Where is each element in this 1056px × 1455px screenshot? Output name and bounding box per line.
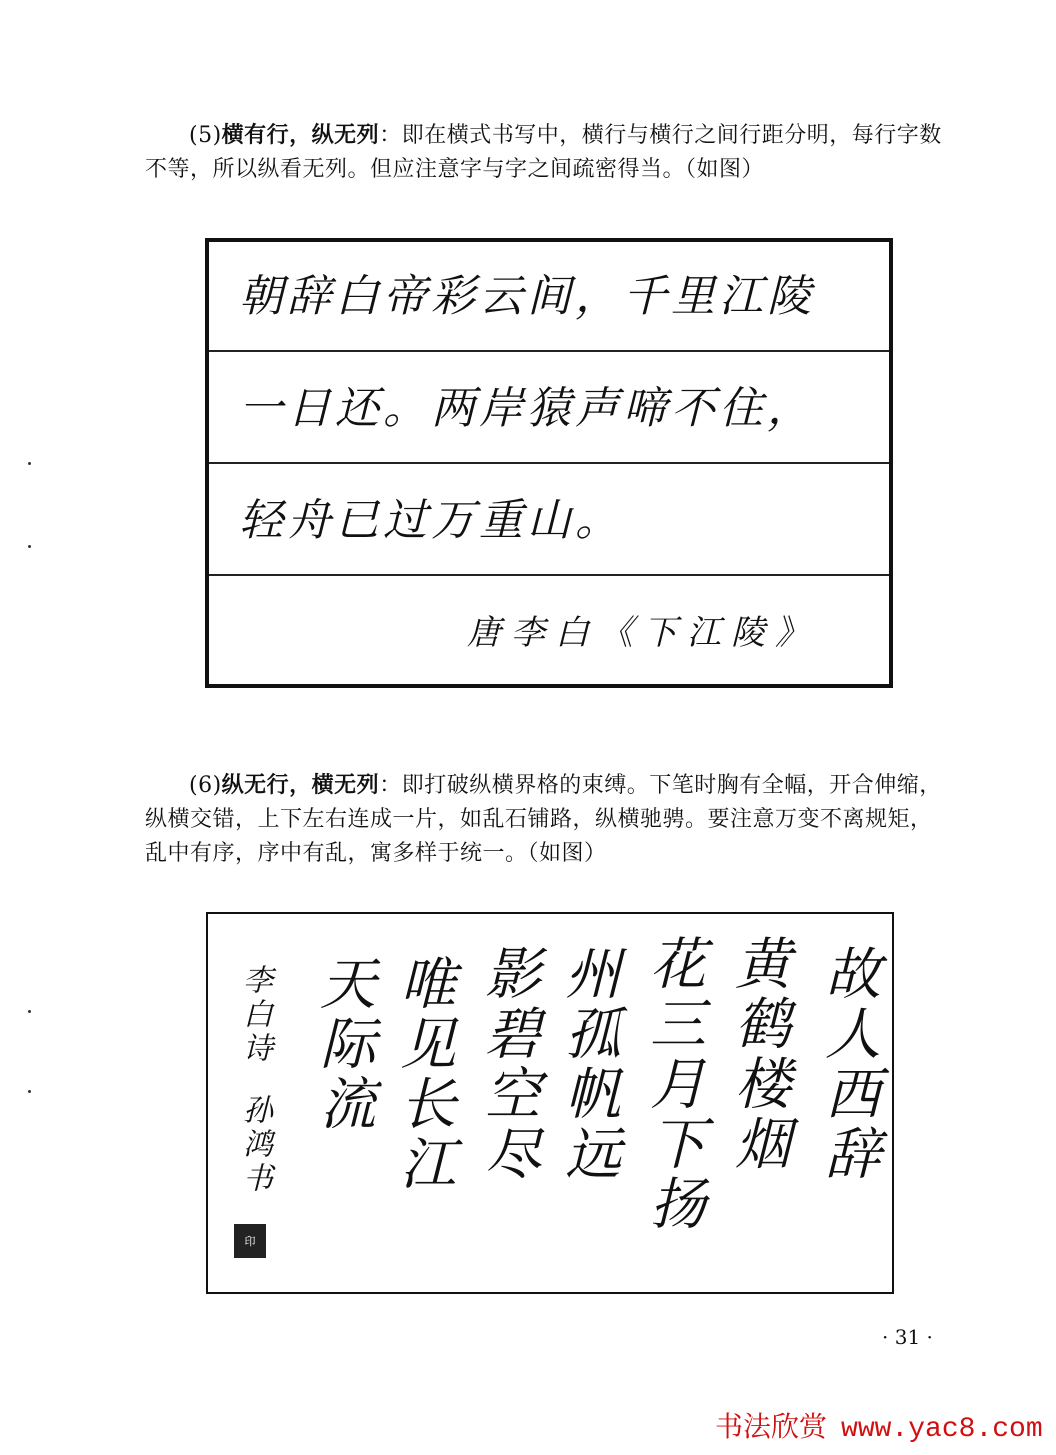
figure1-row: 轻舟已过万重山。 [209,466,889,576]
figure2-signature: 孙鸿书 [237,1094,272,1196]
scan-speck [28,545,31,548]
figure2-column: 州孤帆远 [556,944,621,1184]
section-5-label: (5) [189,123,222,148]
section-5-body: ：即在横式书写中，横行与横行之间行距分明，每行字数不等，所以纵看无列。但应注意字与字之间疏密得当。（如图） [145,123,942,182]
scan-speck [28,1010,31,1013]
section-5-paragraph [145,118,945,187]
section-6-title: 纵无行，横无列 [221,772,380,798]
watermark-text: 书法欣赏 [715,1410,828,1443]
scan-speck [28,462,31,465]
watermark [715,1405,1043,1445]
section-6-label: (6) [189,773,222,798]
figure-free-layout [206,912,894,1294]
figure2-column: 天际流 [311,954,376,1134]
figure2-column: 花三月下扬 [641,934,706,1234]
figure1-attribution: 唐李白《下江陵》 [467,613,819,653]
figure2-column: 影碧空尽 [476,944,541,1184]
figure-horizontal-rows [205,238,893,688]
section-5-title: 横有行，纵无列 [221,122,380,148]
page-number: · 31 · [882,1325,933,1349]
figure1-row: 一日还。两岸猿声啼不住， [209,354,889,464]
section-6-paragraph [145,768,945,871]
seal-stamp: 印 [234,1224,266,1258]
figure1-row: 朝辞白帝彩云间，千里江陵 [209,242,889,352]
section-6-body: ：即打破纵横界格的束缚。下笔时胸有全幅，开合伸缩，纵横交错，上下左右连成一片，如乱石铺路，纵横驰骋。要注意万变不离规矩，乱中有序，序中有乱，寓多样于统一。（如图） [145,773,942,866]
figure2-column: 黄鹤楼烟 [726,934,791,1174]
watermark-url: www.yac8.com [841,1414,1043,1445]
figure2-column: 故人西辞 [816,944,881,1184]
scan-speck [28,1090,31,1093]
figure2-column: 唯见长江 [391,954,456,1194]
figure2-signature: 李白诗 [237,964,272,1066]
